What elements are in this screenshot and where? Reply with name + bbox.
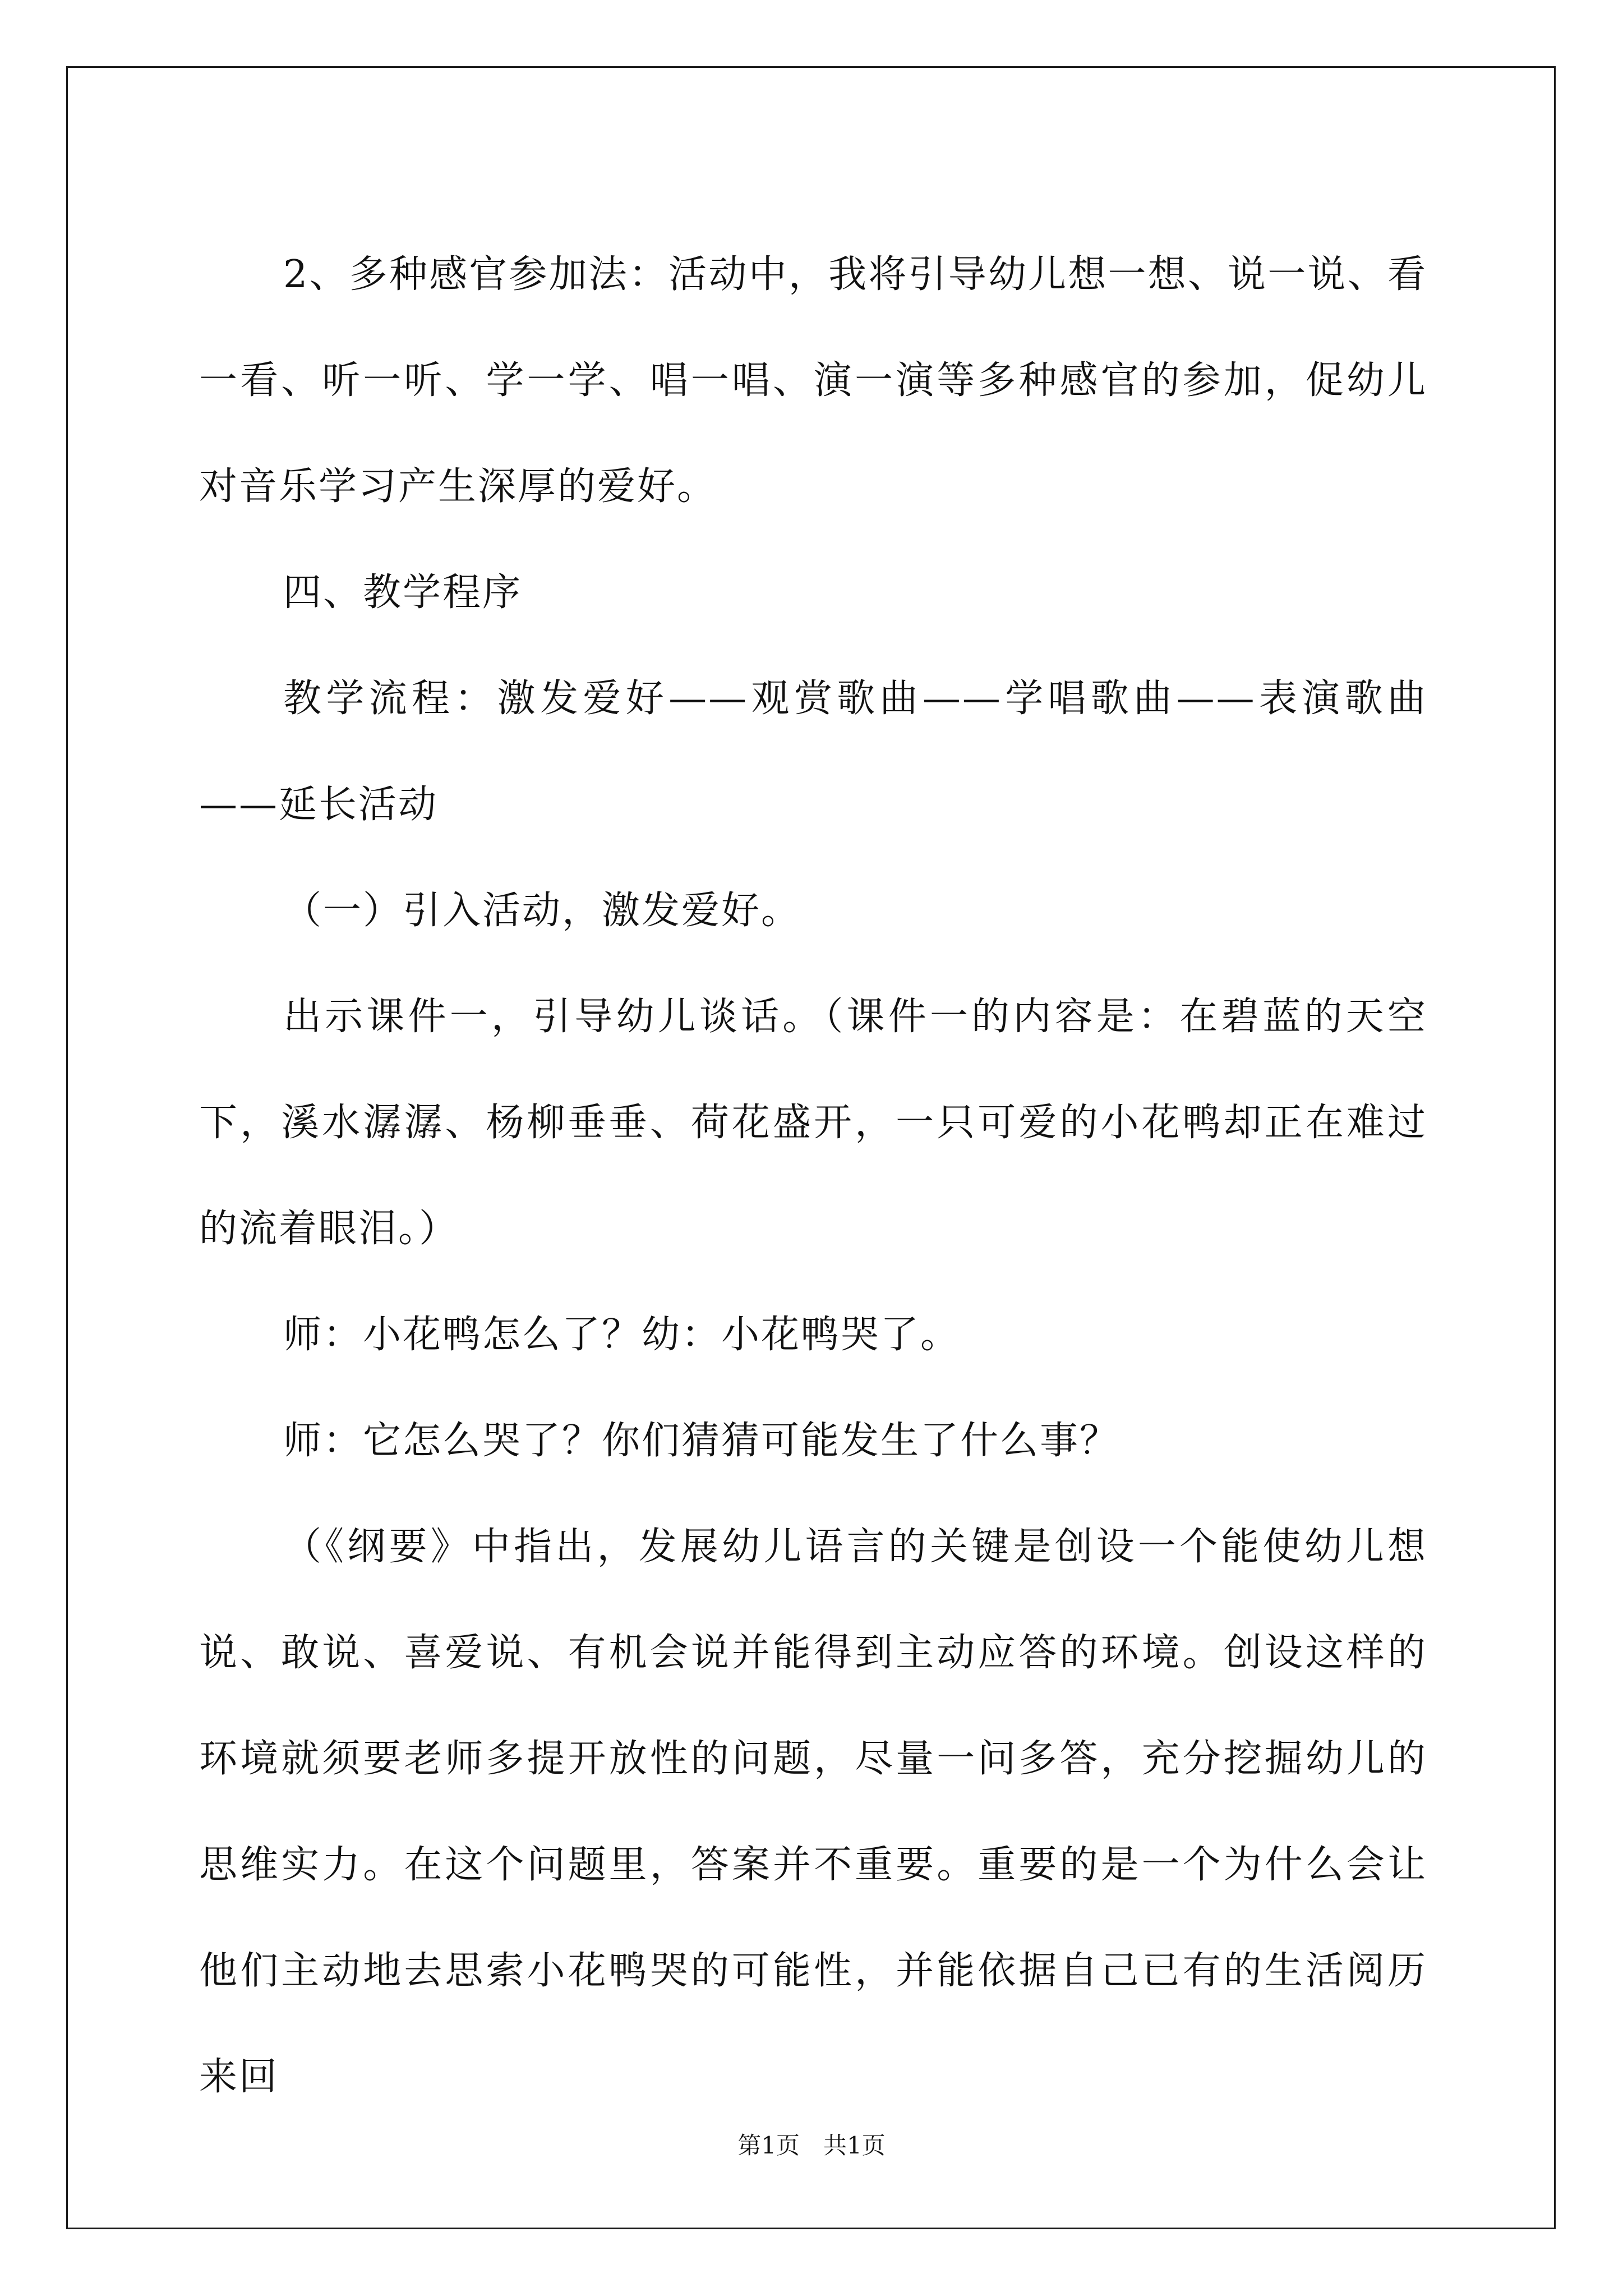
section-heading-teaching-procedure: 四、教学程序 [283,570,523,615]
paragraph-methods-senses: 2、多种感官参加法：活动中，我将引导幼儿想一想、说一说、看一看、听一听、学一学、唱一唱、演一演等多种感官的参加，促幼儿对音乐学习产生深厚的爱好。 [199,252,1427,509]
paragraph-outline-note: （《纲要》中指出，发展幼儿语言的关键是创设一个能使幼儿想说、敢说、喜爱说、有机会说并能得到主动应答的环境。创设这样的环境就须要老师多提开放性的问题，尽量一问多答，充分挖掘幼儿的思维实力。在这个问题里，答案并不重要。重要的是一个为什么会让他们主动地去思索小花鸭哭的可能性，并能依据自己已有的生活阅历来回 [199,1525,1427,2099]
document-body [199,222,1427,2130]
dialogue-line-2: 师：它怎么哭了？你们猜猜可能发生了什么事？ [283,1419,1120,1463]
subheading-intro-activity: （一）引入活动，激发爱好。 [283,889,801,933]
paragraph-teaching-flow: 教学流程：激发爱好——观赏歌曲——学唱歌曲——表演歌曲——延长活动 [199,677,1427,827]
paragraph-courseware-one: 出示课件一，引导幼儿谈话。（课件一的内容是：在碧蓝的天空下，溪水潺潺、杨柳垂垂、荷花盛开，一只可爱的小花鸭却正在难过的流着眼泪。） [199,995,1427,1251]
page-footer: 第1页 共1页 [737,2132,886,2159]
dialogue-line-1: 师：小花鸭怎么了？幼：小花鸭哭了。 [283,1313,961,1357]
